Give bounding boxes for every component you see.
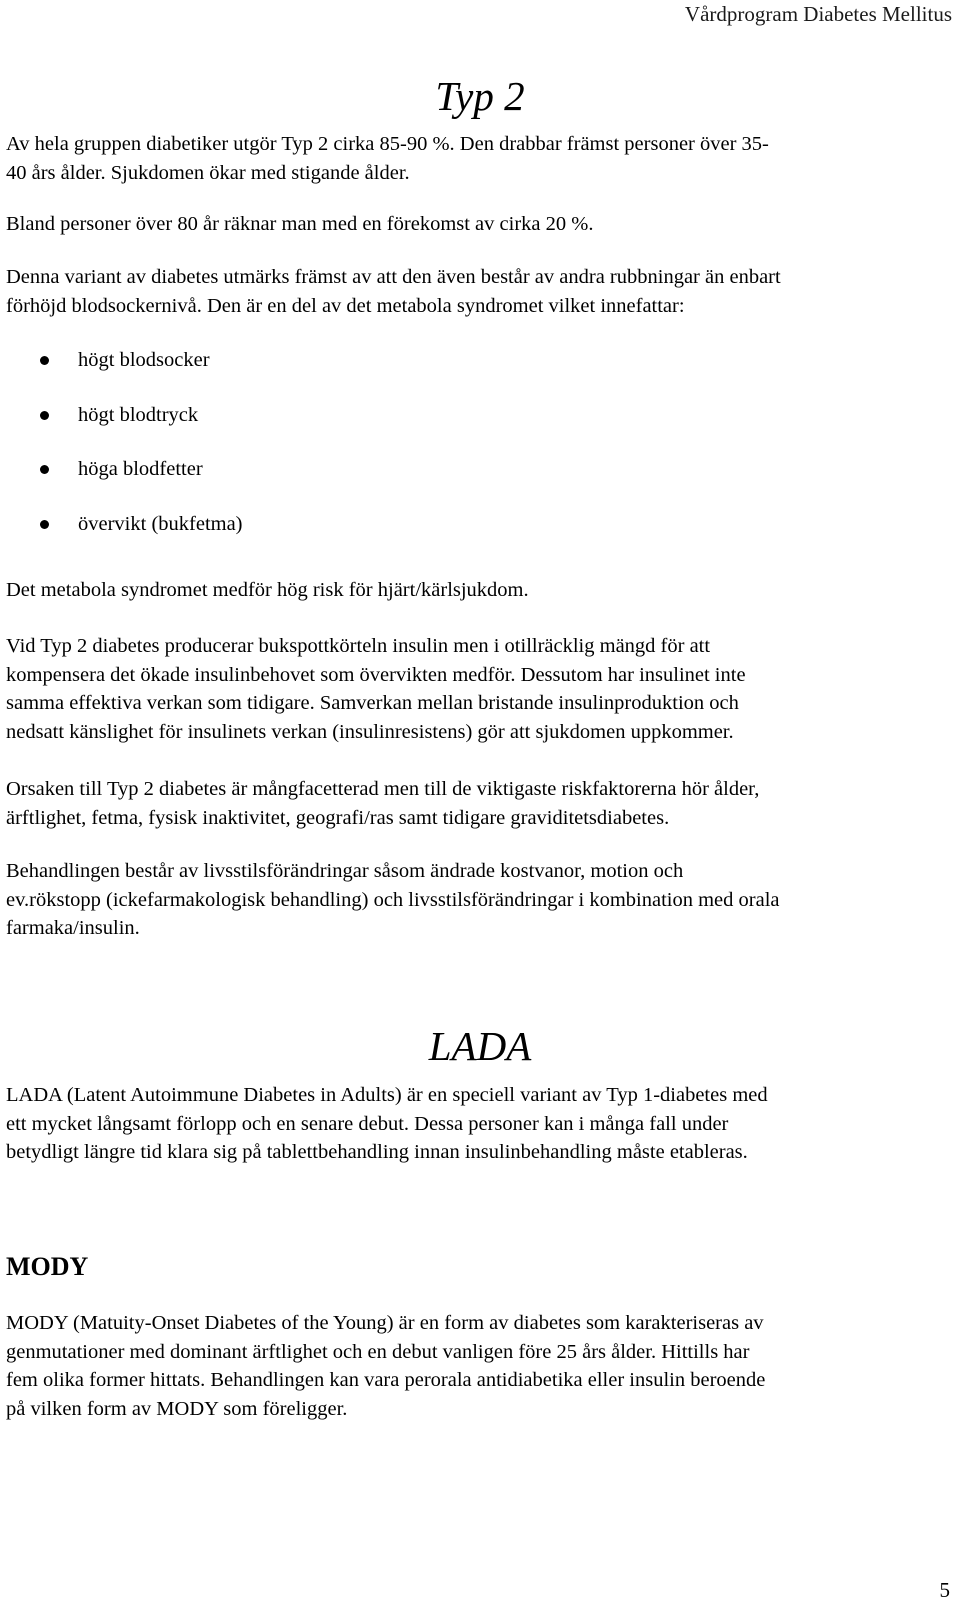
text-line: genmutationer med dominant ärftlighet och en debut vanligen före 25 års ålder. Hittills har	[6, 1340, 750, 1363]
text-line: Orsaken till Typ 2 diabetes är mångfacetterad men till de viktigaste riskfaktorerna hör ålder,	[6, 778, 760, 800]
typ2-paragraph-4	[6, 576, 958, 605]
typ2-paragraph-1	[6, 130, 958, 187]
list-item	[0, 510, 700, 565]
list-item-text: övervikt (bukfetma)	[78, 513, 243, 536]
metabolic-syndrome-list	[0, 346, 700, 565]
section-title-typ2: Typ 2	[435, 73, 525, 119]
section-title-lada: LADA	[428, 1023, 532, 1069]
text-line: Av hela gruppen diabetiker utgör Typ 2 cirka 85-90 %. Den drabbar främst personer över 35-	[6, 133, 769, 155]
text-line: Behandlingen består av livsstilsförändringar såsom ändrade kostvanor, motion och	[6, 860, 684, 882]
typ2-paragraph-2	[6, 210, 958, 239]
bullet-icon	[40, 465, 49, 474]
running-header: Vårdprogram Diabetes Mellitus	[684, 2, 952, 26]
list-item-text: högt blodtryck	[78, 403, 199, 426]
section-title-mody: MODY	[6, 1252, 89, 1281]
lada-paragraph-1	[6, 1081, 958, 1167]
list-item-text: höga blodfetter	[78, 458, 203, 481]
text-line: kompensera det ökade insulinbehovet som övervikten medför. Dessutom har insulinet inte	[6, 663, 746, 686]
text-line: förhöjd blodsockernivå. Den är en del av det metabola syndromet vilket innefattar:	[6, 294, 685, 317]
list-item	[0, 401, 700, 456]
text-line: betydligt längre tid klara sig på tablettbehandling innan insulinbehandling måste etableras.	[6, 1141, 748, 1164]
bullet-icon	[40, 356, 49, 365]
text-line: 40 års ålder. Sjukdomen ökar med stigande ålder.	[6, 161, 410, 184]
text-line: Denna variant av diabetes utmärks främst av att den även består av andra rubbningar än enbart	[6, 266, 781, 288]
typ2-paragraph-6	[6, 775, 958, 832]
typ2-paragraph-3	[6, 263, 958, 320]
text-line: på vilken form av MODY som föreligger.	[6, 1397, 348, 1420]
page-number: 5	[939, 1578, 950, 1602]
bullet-icon	[40, 520, 49, 529]
text-line: fem olika former hittats. Behandlingen kan vara perorala antidiabetika eller insulin beroende	[6, 1369, 766, 1392]
text-line: nedsatt känslighet för insulinets verkan (insulinresistens) gör att sjukdomen uppkommer.	[6, 720, 734, 743]
text-line: farmaka/insulin.	[6, 917, 140, 940]
list-item	[0, 346, 700, 401]
text-line: Vid Typ 2 diabetes producerar bukspottkörteln insulin men i otillräcklig mängd för att	[6, 635, 711, 657]
bullet-icon	[40, 411, 49, 420]
typ2-paragraph-7	[6, 857, 958, 943]
typ2-paragraph-5	[6, 632, 958, 746]
text-line: LADA (Latent Autoimmune Diabetes in Adults) är en speciell variant av Typ 1-diabetes med	[6, 1084, 768, 1106]
text-line: MODY (Matuity-Onset Diabetes of the Young) är en form av diabetes som karakteriseras av	[6, 1312, 764, 1334]
text-line: Det metabola syndromet medför hög risk för hjärt/kärlsjukdom.	[6, 579, 529, 601]
text-line: ev.rökstopp (ickefarmakologisk behandling) och livsstilsförändringar i kombination med orala	[6, 888, 780, 911]
list-item-text: högt blodsocker	[78, 349, 210, 371]
text-line: ärftlighet, fetma, fysisk inaktivitet, geografi/ras samt tidigare graviditetsdiabetes.	[6, 806, 670, 829]
text-line: ett mycket långsamt förlopp och en senare debut. Dessa personer kan i många fall under	[6, 1112, 729, 1135]
text-line: samma effektiva verkan som tidigare. Samverkan mellan bristande insulinproduktion och	[6, 692, 739, 715]
mody-paragraph-1	[6, 1309, 958, 1423]
text-line: Bland personer över 80 år räknar man med en förekomst av cirka 20 %.	[6, 213, 594, 235]
list-item	[0, 455, 700, 510]
